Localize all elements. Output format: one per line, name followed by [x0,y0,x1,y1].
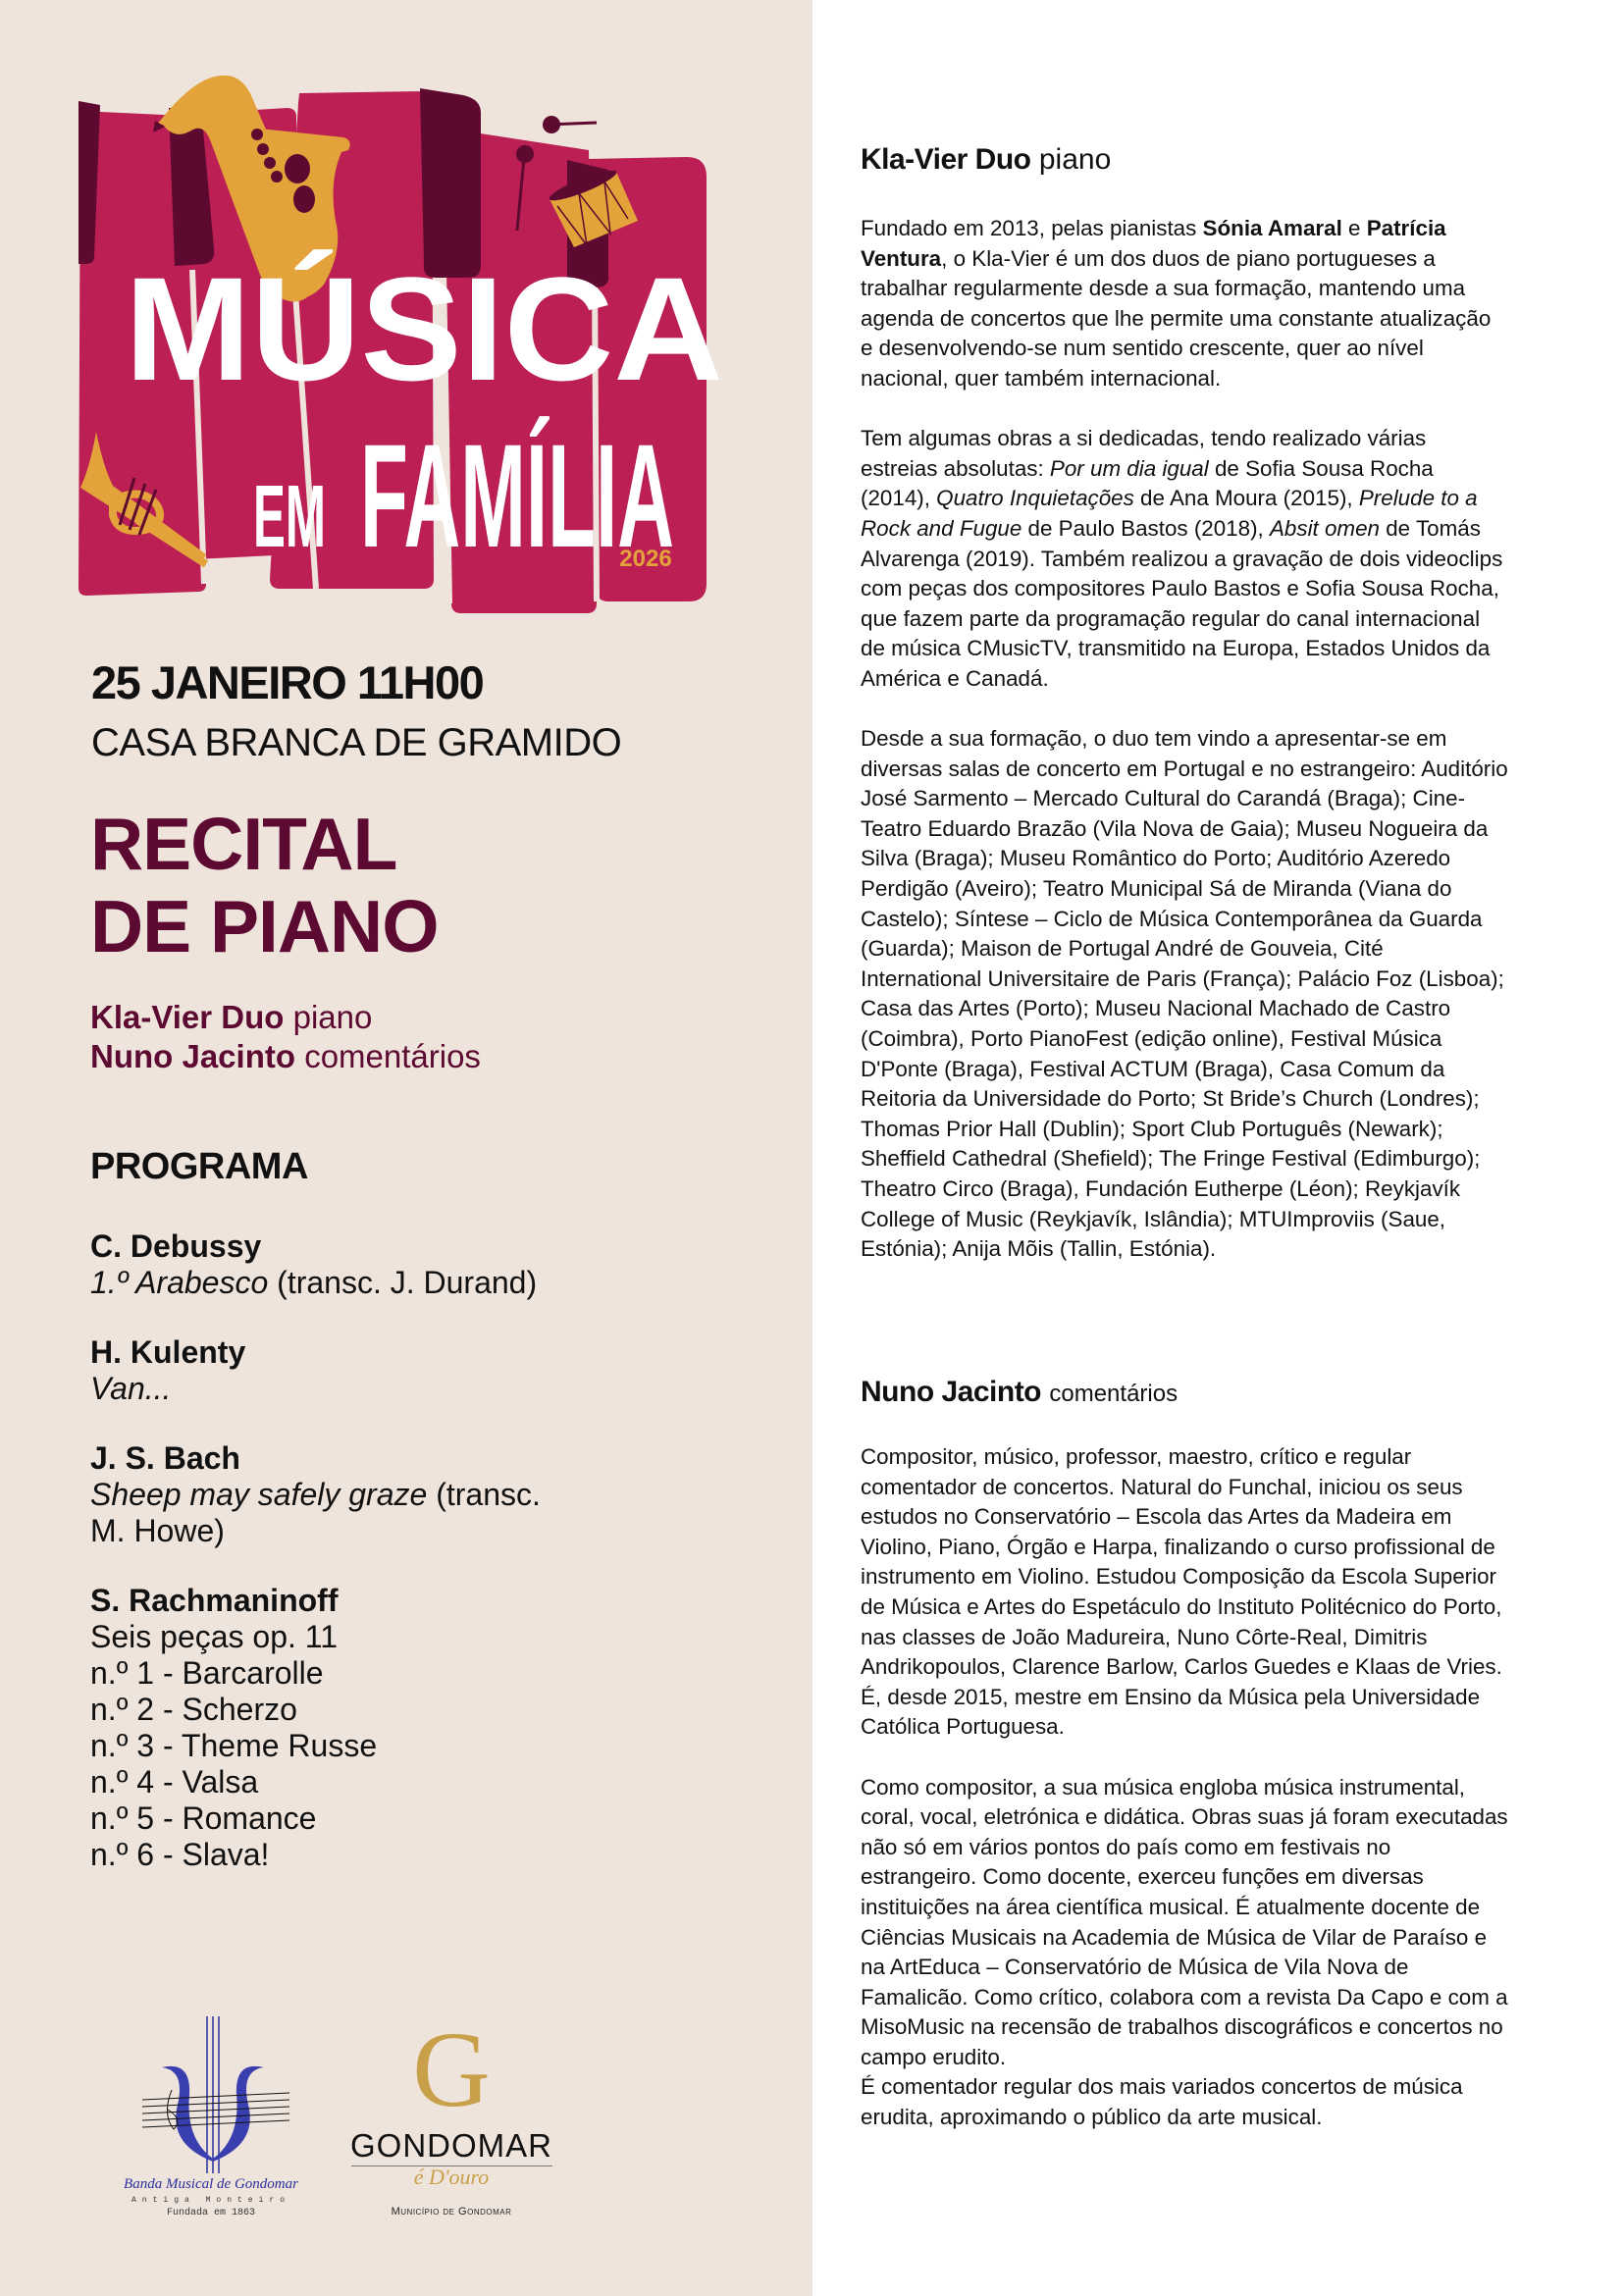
composer-name: C. Debussy [90,1228,262,1264]
klavier-bio-text [861,214,1508,1265]
work-title: Sheep may safely graze [90,1477,428,1512]
performer-name: Nuno Jacinto [90,1038,296,1074]
movement-item: n.º 1 - Barcarolle [90,1655,324,1691]
bio-paragraph [861,214,1508,394]
gondomar-name: GONDOMAR [350,2127,552,2164]
logo-title-familia: FAMÍLIA [360,413,674,578]
text-run-italic: Absit omen [1269,515,1380,541]
text-run: Tem algumas obras a si dedicadas, tendo realizado várias estreias absolutas: [861,426,1427,481]
performers-list [90,998,481,1076]
composer-name: J. S. Bach [90,1440,240,1476]
work-line [90,1477,718,1513]
performer-role: comentários [304,1038,481,1074]
bio-name: Kla-Vier Duo [861,143,1031,176]
movement-item: n.º 5 - Romance [90,1800,317,1836]
gondomar-letter: G [412,2019,491,2117]
text-run-italic: Prelude to a Rock and Fugue [861,486,1478,541]
program-piece [90,1583,718,1873]
text-run: de Paulo Bastos (2018), [1022,515,1270,541]
bio-name: Nuno Jacinto [861,1376,1042,1408]
text-run: , o Kla-Vier é um dos duos de piano portugueses a trabalhar regularmente desde a sua formação, mantendo uma agenda de concertos que lhe permite uma constante atualização e desenvolvendo-se num sentido crescente, quer ao nível nacional, quer também internacional. [861,245,1492,391]
event-date-time: 25 JANEIRO 11H00 [91,656,484,708]
event-venue: CASA BRANCA DE GRAMIDO [91,721,622,764]
composer-name: H. Kulenty [90,1334,246,1370]
text-run-bold: Sónia Amaral [1202,216,1342,240]
work-title: Seis peças op. 11 [90,1619,339,1654]
programa-heading: PROGRAMA [90,1146,308,1187]
event-title [90,803,439,967]
nuno-bio-title [861,1376,1178,1409]
banda-subtitle: Antiga Monteiro [131,2196,290,2205]
text-run: de Sofia Sousa Rocha (2014), [861,455,1434,511]
text-run-italic: Quatro Inquietações [936,486,1134,511]
bio-paragraph: Como compositor, a sua música engloba música instrumental, coral, vocal, eletrónica e didática. Obras suas já foram executadas não só em vários pontos do país como em festivais no estrangeiro. Como docente, exerceu funções em diversas instituições na área científica musical. É atualmente docente de Ciências Musicais na Academia de Música de Vilar de Paraíso e na ArtEduca – Conservatório de Música de Vila Nova de Famalicão. Como crítico, colabora com a revista Da Capo e com a MisoMusic na recensão de trabalhos discográficos e concertos no campo erudito. [861,1774,1508,2069]
gondomar-municipality: Município de Gondomar [391,2206,512,2218]
work-line [90,1265,718,1301]
movement-item: n.º 4 - Valsa [90,1764,259,1800]
program-piece [90,1334,718,1407]
event-title-line2: DE PIANO [90,885,439,967]
bio-paragraph: Desde a sua formação, o duo tem vindo a apresentar-se em diversas salas de concerto em Portugal e no estrangeiro: Auditório José Sarmento – Mercado Cultural do Carandá (Braga); Cine-Teatro Eduardo Brazão (Vila Nova de Gaia); Museu Nogueira da Silva (Braga); Museu Romântico do Porto; Auditório Azeredo Perdigão (Aveiro); Teatro Municipal Sá de Miranda (Viana do Castelo); Síntese – Ciclo de Música Contemporânea da Guarda (Guarda); Maison de Portugal André de Gouveia, Cité International Universitaire de Paris (França); Palácio Foz (Lisboa); Casa das Artes (Porto); Museu Nacional Machado de Castro (Coimbra), Porto PianoFest (edição online), Festival Música D'Ponte (Braga), Festival ACTUM (Braga), Casa Comum da Reitoria da Universidade do Porto; St Bride’s Church (Londres); Thomas Prior Hall (Dublin); Sport Club Português (Newark); Sheffield Cathedral (Shefield); The Fringe Festival (Edimburgo); Theatro Circo (Braga), Fundación Eutherpe (Léon); Reykjavík College of Music (Reykjavík, Islândia); MTUImproviis (Saue, Estónia); Anija Mõis (Tallin, Estónia). [861,726,1508,1262]
bio-role: piano [1038,143,1112,176]
program-list [90,1228,718,1906]
banda-founded: Fundada em 1863 [166,2208,255,2218]
work-note: (transc. J. Durand) [277,1265,538,1300]
bio-paragraph [861,424,1508,694]
work-title: 1.º Arabesco [90,1265,269,1300]
musica-em-familia-logo [59,54,746,643]
banda-name: Banda Musical de Gondomar [124,2176,298,2192]
program-piece [90,1440,718,1549]
performer-name: Kla-Vier Duo [90,999,285,1035]
text-run-bold: Patrícia Ventura [861,216,1446,271]
text-run: e [1341,216,1367,240]
bio-paragraph: É comentador regular dos mais variados concertos de música erudita, aproximando o público da arte musical. [861,2074,1463,2130]
text-run: de Ana Moura (2015), [1133,486,1359,511]
movement-item: n.º 3 - Theme Russe [90,1728,378,1763]
klavier-bio-title [861,143,1111,177]
work-note: (transc. [436,1477,541,1512]
event-title-line1: RECITAL [90,803,397,885]
text-run-italic: Por um dia igual [1049,455,1209,481]
nuno-bio-text [861,1442,1508,2133]
logo-title-musica: MÚSICA [125,246,723,411]
performer-role: piano [292,999,373,1035]
work-title: Van... [90,1371,172,1406]
bio-paragraph: Compositor, músico, professor, maestro, crítico e regular comentador de concertos. Natural do Funchal, iniciou os seus estudos no Conservatório – Escola das Artes da Madeira em Violino, Piano, Órgão e Harpa, finalizando o curso profissional de instrumento em Violino. Estudou Composição da Escola Superior de Música e Artes do Espetáculo do Instituto Politécnico do Porto, nas classes de João Madureira, Nuno Côrte-Real, Dimitris Andrikopoulos, Clarence Barlow, Carlos Guedes e Klaas de Vries. É, desde 2015, mestre em Ensino da Música pela Universidade Católica Portuguesa. [861,1444,1502,1740]
movement-item: n.º 2 - Scherzo [90,1692,297,1727]
composer-name: S. Rachmaninoff [90,1583,339,1618]
bio-role: comentários [1049,1381,1179,1407]
gondomar-tagline: é D'ouro [413,2165,490,2189]
text-run: de Tomás Alvarenga (2019). Também realizou a gravação de dois videoclips com peças dos compositores Paulo Bastos e Sofia Sousa Rocha, que fazem parte da programação regular do canal internacional de música CMusicTV, transmitido na Europa, Estados Unidos da América e Canadá. [861,515,1503,691]
performer-item [90,1037,481,1076]
logo-title-em: EM [253,468,326,566]
movement-item: n.º 6 - Slava! [90,1837,270,1872]
work-note-continued: M. Howe) [90,1513,225,1548]
program-piece [90,1228,718,1301]
gondomar-g-logo [397,2019,505,2117]
performer-item [90,998,481,1037]
text-run: Fundado em 2013, pelas pianistas [861,216,1203,240]
logo-year: 2026 [619,546,672,572]
